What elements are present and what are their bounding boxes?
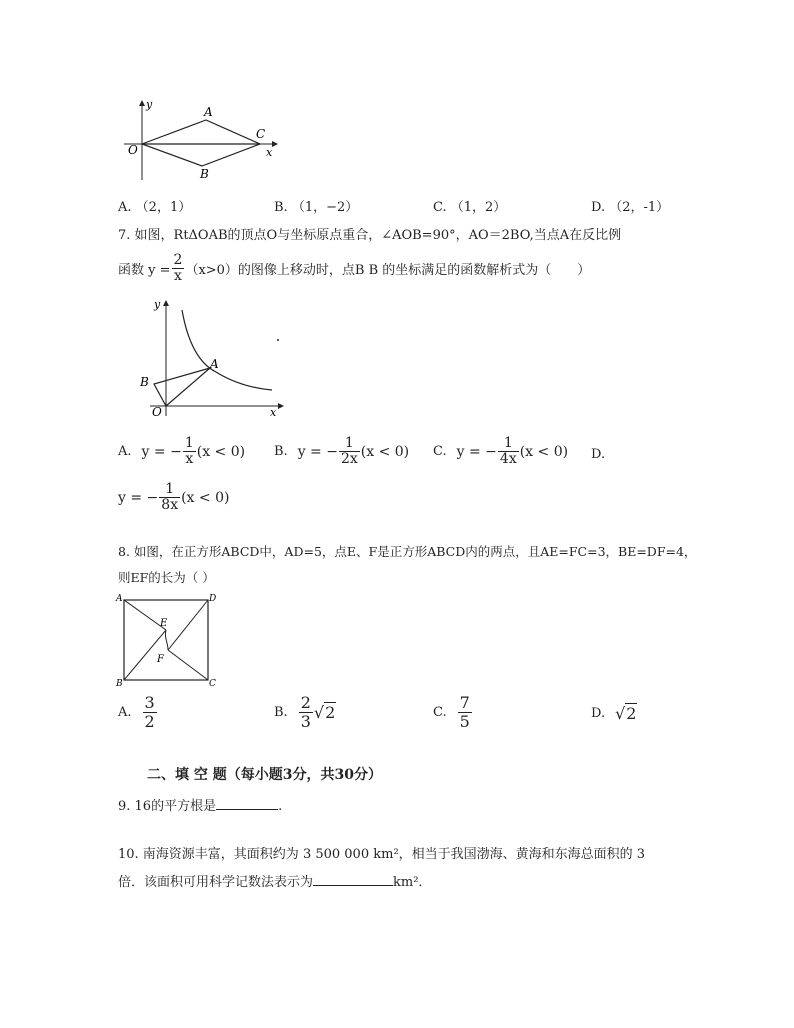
q7-label-o: O xyxy=(152,405,162,419)
q6-option-b-text: （1，−2） xyxy=(291,200,359,215)
q7-line2-frac-den: x xyxy=(174,267,182,284)
q8-option-a-fraction xyxy=(143,694,157,731)
q6-label-b: B xyxy=(200,167,209,181)
q7-option-a xyxy=(118,436,245,467)
q7-y-arrow xyxy=(163,300,169,306)
q7-option-d xyxy=(118,482,229,513)
q7-option-d-fraction xyxy=(159,482,180,513)
q7-figure xyxy=(132,294,292,420)
q6-label-c: C xyxy=(256,127,266,141)
q8-option-b-radicand: 2 xyxy=(325,703,336,722)
q6-label-y: y xyxy=(146,98,153,111)
q8-label-c: C xyxy=(209,679,216,688)
q6-option-b-label: B. xyxy=(274,200,288,215)
q7-option-d-pre: y = − xyxy=(118,489,159,506)
q6-option-a xyxy=(118,196,191,215)
q7-dot xyxy=(277,339,279,341)
q7-option-a-pre: y = − xyxy=(141,443,182,460)
q7-option-c xyxy=(433,436,568,467)
q10-answer-blank[interactable] xyxy=(313,873,393,886)
q8-option-c-fraction xyxy=(458,694,472,731)
q9-text: 9. 16的平方根是 xyxy=(118,799,217,814)
q6-x-arrow xyxy=(272,141,278,147)
q8-option-c-label: C. xyxy=(433,705,447,720)
q7-option-b-pre: y = − xyxy=(297,443,338,460)
q7-x-arrow xyxy=(278,403,284,409)
q8-line1: 8. 如图，在正方形ABCD中，AD=5，点E、F是正方形ABCD内的两点，且AE=FC=3，BE=DF=4， xyxy=(118,544,697,559)
q7-option-c-label: C. xyxy=(433,444,447,459)
q7-label-y: y xyxy=(154,298,161,311)
q10-line2-pre: 倍．该面积可用科学记数法表示为 xyxy=(118,875,314,890)
q8-label-a: A xyxy=(116,594,123,604)
q7-option-b-fraction xyxy=(339,436,360,467)
q7-option-d-den: 8x xyxy=(161,497,179,513)
q6-option-d xyxy=(591,196,669,215)
q7-option-a-fraction xyxy=(183,436,196,467)
q8-option-d-label: D. xyxy=(591,706,606,721)
q7-line2-fraction xyxy=(172,253,185,284)
q8-label-f: F xyxy=(157,654,164,665)
q7-option-a-post: (x < 0) xyxy=(196,443,246,460)
q7-option-c-pre: y = − xyxy=(456,443,497,460)
q8-line2: 则EF的长为（ ） xyxy=(118,570,215,585)
q8-label-e: E xyxy=(160,618,168,629)
q10-line1: 10. 南海资源丰富，其面积约为 3 500 000 km²，相当于我国渤海、黄海和东海总面积的 3 xyxy=(118,847,646,862)
q6-figure xyxy=(118,96,288,182)
q9-end: . xyxy=(278,799,283,814)
q8-label-b: B xyxy=(116,679,123,688)
q8-option-a xyxy=(118,694,158,731)
section2-title: 二、填 空 题（每小题3分，共30分） xyxy=(147,767,382,783)
q6-option-c xyxy=(433,196,506,215)
q6-rhombus xyxy=(142,120,260,166)
q6-option-d-text: （2，-1） xyxy=(609,200,670,215)
q6-option-a-text: （2，1） xyxy=(135,200,192,215)
q8-option-d xyxy=(591,704,637,723)
q6-y-arrow xyxy=(139,100,145,106)
q7-label-x: x xyxy=(270,406,277,419)
q7-option-c-num: 1 xyxy=(498,436,519,452)
q6-option-c-label: C. xyxy=(433,200,447,215)
q10-line2 xyxy=(118,871,431,890)
q8-segment-df xyxy=(168,600,208,650)
q10-line2-post: km²． xyxy=(393,875,432,890)
q7-line2-pre: 函数 y = xyxy=(118,262,171,278)
q6-label-a: A xyxy=(204,105,213,119)
q9-line xyxy=(118,795,282,814)
q7-option-a-num: 1 xyxy=(184,435,194,451)
q7-line1: 7. 如图，RtΔOAB的顶点O与坐标原点重合，∠AOB=90°，AO＝2BO,当点A在反比例 xyxy=(118,228,622,243)
q8-option-b-fraction xyxy=(299,694,313,731)
q7-line2-post: （x>0）的图像上移动时，点B B 的坐标满足的函数解析式为（ ） xyxy=(185,262,591,278)
q8-segment-cf xyxy=(168,650,208,680)
q7-option-b-den: 2x xyxy=(340,451,358,467)
q7-label-a: A xyxy=(210,357,219,371)
q8-segment-ef xyxy=(165,630,168,650)
q9-answer-blank[interactable] xyxy=(216,797,278,810)
q7-option-d-num: 1 xyxy=(159,482,180,498)
q8-option-b-den: 3 xyxy=(300,712,311,731)
q7-option-b-num: 1 xyxy=(339,436,360,452)
q7-option-b-label: B. xyxy=(274,444,288,459)
q8-option-c-num: 7 xyxy=(459,693,470,712)
q7-option-c-den: 4x xyxy=(499,451,517,467)
q7-option-b-post: (x < 0) xyxy=(360,443,410,460)
q6-label-o: O xyxy=(128,143,138,157)
q7-triangle xyxy=(154,368,210,406)
q7-option-a-label: A. xyxy=(118,444,132,459)
q8-option-c-den: 5 xyxy=(459,712,470,731)
q8-option-a-label: A. xyxy=(118,705,132,720)
q6-option-d-label: D. xyxy=(591,200,606,215)
q8-option-c xyxy=(433,694,473,731)
q8-option-d-radicand: 2 xyxy=(626,704,637,723)
q6-option-a-label: A. xyxy=(118,200,132,215)
q7-option-c-post: (x < 0) xyxy=(519,443,569,460)
q8-figure xyxy=(114,590,220,688)
q7-option-d-label: D. xyxy=(591,447,606,462)
q8-option-b-sqrt: √2 xyxy=(313,703,336,722)
q8-option-d-sqrt: √2 xyxy=(615,704,637,723)
q6-label-x: x xyxy=(266,146,273,159)
q8-option-b xyxy=(274,694,336,731)
q6-option-b xyxy=(274,196,358,215)
q7-option-b xyxy=(274,436,409,467)
q8-option-a-num: 3 xyxy=(144,693,155,712)
q7-option-d-post: (x < 0) xyxy=(181,489,230,506)
q7-line2-frac-num: 2 xyxy=(173,251,183,268)
q7-label-b: B xyxy=(140,375,149,389)
q7-option-c-fraction xyxy=(498,436,519,467)
q8-option-b-num: 2 xyxy=(300,693,311,712)
q8-option-a-den: 2 xyxy=(144,712,155,731)
q8-option-b-label: B. xyxy=(274,705,288,720)
q6-option-c-text: （1，2） xyxy=(450,200,507,215)
q7-hyperbola xyxy=(182,310,272,390)
q8-label-d: D xyxy=(209,594,217,604)
q7-option-a-den: x xyxy=(185,451,194,467)
q7-line2 xyxy=(118,250,590,286)
